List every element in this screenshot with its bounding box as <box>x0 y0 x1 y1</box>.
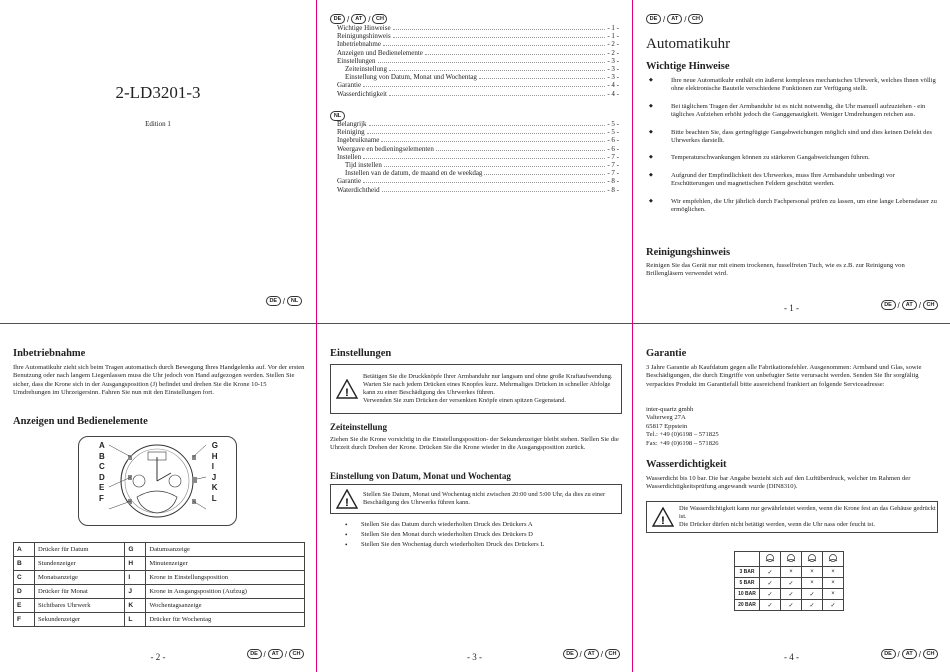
section-heading: Inbetriebnahme <box>13 348 86 359</box>
table-row <box>735 600 844 611</box>
toc-entry-title: Garantie <box>337 177 362 186</box>
flag-icon-de: DE <box>266 296 281 306</box>
check-cell: × <box>823 567 844 578</box>
bar-label: 20 BAR <box>735 600 760 611</box>
bullet-icon: ◆ <box>649 172 653 178</box>
bar-label: 5 BAR <box>735 578 760 589</box>
flag-icon-ch: CH <box>688 14 703 24</box>
language-flags: DE / AT / CH <box>881 649 938 659</box>
table-row <box>14 613 305 627</box>
part-description: Wochentagsanzeige <box>146 599 305 613</box>
toc-entry[interactable] <box>337 136 619 144</box>
page-number: - 1 - <box>784 303 799 313</box>
warning-icon <box>331 489 363 509</box>
list-item-text: Ihre neue Automatikuhr enthält ein äußerst komplexes mechanisches Uhrwerk, welches Ihnen völlig ohne elektronische Bauteile verschiedene Funktionen zur Verfügung stellt. <box>671 77 936 93</box>
list-item <box>649 129 939 146</box>
diagram-label: D <box>99 472 105 482</box>
shower-icon <box>802 552 823 567</box>
toc-entry-title: Garantie <box>337 81 362 90</box>
toc-entry-page: - 8 - <box>607 185 619 194</box>
toc-leader <box>363 158 605 159</box>
list-item-text: Bei täglichem Tragen der Armbanduhr ist es nicht notwendig, die Uhr manuell aufzuziehen - ein tägliches Aufziehen erhöht jedoch die Ganggenauigkeit. Weniger Umdrehungen reichen aus. <box>671 102 926 119</box>
table-row <box>735 578 844 589</box>
check-cell: × <box>823 578 844 589</box>
warning-text: Die Drücker dürfen nicht betätigt werden, wenn die Uhr nass oder feucht ist. <box>679 521 875 528</box>
language-flags: DE / AT / CH <box>330 14 387 24</box>
flag-icon-at: AT <box>351 14 366 24</box>
diagram-label: G <box>211 441 218 450</box>
check-cell: ✓ <box>781 578 802 589</box>
section-heading: Anzeigen und Bedienelemente <box>13 416 148 427</box>
flag-icon-de: DE <box>330 14 345 24</box>
flag-icon-ch: CH <box>289 649 304 659</box>
toc-leader <box>384 166 605 167</box>
address-line: Fax: +49 (0)6198 – 571826 <box>646 439 719 447</box>
page-number: - 3 - <box>467 652 482 662</box>
check-cell: × <box>781 567 802 578</box>
part-description: Stundenzeiger <box>35 557 125 571</box>
toc-leader <box>383 45 605 46</box>
part-letter: L <box>125 613 146 627</box>
flag-icon-at: AT <box>902 300 917 310</box>
toc-entry-page: - 4 - <box>607 89 619 98</box>
toc-entry-title: Tijd instellen <box>345 161 382 170</box>
important-notes-list <box>649 77 939 214</box>
check-cell: ✓ <box>760 567 781 578</box>
toc-entry-title: Ingebruikname <box>337 136 380 145</box>
svg-text:!: ! <box>345 387 349 399</box>
language-flags: DE / AT / CH <box>646 14 703 24</box>
section-heading: Reinigungshinweis <box>646 247 731 258</box>
edition-label: Edition 1 <box>145 120 171 128</box>
diagram-label: E <box>99 483 105 492</box>
diagram-label: C <box>99 462 105 471</box>
toc-entry-page: - 3 - <box>607 73 619 82</box>
flag-icon-at: AT <box>584 649 599 659</box>
check-cell: ✓ <box>760 578 781 589</box>
diagram-label: J <box>211 472 217 482</box>
toc-entry-title: Inbetriebnahme <box>337 40 381 49</box>
toc-entry[interactable] <box>337 128 619 136</box>
warning-text: Verwenden Sie zum Drücken der versenkten Knöpfe einen spitzen Gegenstand. <box>363 397 567 404</box>
part-letter: A <box>14 543 35 557</box>
part-letter: F <box>14 613 35 627</box>
toc-entry-title: Wasserdichtigkeit <box>337 89 387 98</box>
toc-entry[interactable] <box>337 90 619 98</box>
toc-leader <box>425 54 605 55</box>
toc-entry-title: Anzeigen und Bedienelemente <box>337 48 423 57</box>
toc-entry-title: Zeiteinstellung <box>345 65 387 74</box>
diagram-label: K <box>211 483 218 492</box>
flag-icon-de: DE <box>881 300 896 310</box>
toc-entry-title: Einstellungen <box>337 56 376 65</box>
toc-german <box>337 24 619 98</box>
check-cell: ✓ <box>760 589 781 600</box>
toc-entry[interactable] <box>337 65 619 73</box>
toc-entry-title: Belangrijk <box>337 120 367 128</box>
warning-text: Betätigen Sie die Druckknöpfe Ihrer Armbanduhr nur langsam und ohne große Kraftaufwendung. Warten Sie nach jedem Drücken eines Knopfes kurz. Mehrmaliges Drücken in schneller Abfolge kann zu einer Beschädigung des Uhrwerkes führen. <box>363 373 613 396</box>
rain-icon <box>760 552 781 567</box>
swim-icon <box>781 552 802 567</box>
bullet-icon: ◆ <box>649 78 653 83</box>
toc-entry[interactable] <box>337 57 619 65</box>
date-steps-list <box>345 520 615 550</box>
table-row <box>14 585 305 599</box>
flag-icon-de: DE <box>881 649 896 659</box>
toc-entry-page: - 4 - <box>607 81 619 90</box>
part-letter: B <box>14 557 35 571</box>
list-item-text: Bitte beachten Sie, dass geringfügige Gangabweichungen möglich sind und dies keinen Defekt des Uhrwerkes darstellt. <box>671 128 932 145</box>
check-cell: ✓ <box>802 600 823 611</box>
list-item-text: Stellen Sie das Datum durch wiederholten Druck des Drückers A <box>361 521 533 528</box>
part-letter: D <box>14 585 35 599</box>
toc-entry-page: - 6 - <box>607 144 619 153</box>
part-description: Krone in Ausgangsposition (Aufzug) <box>146 585 305 599</box>
flag-icon-ch: CH <box>372 14 387 24</box>
address-line: Tel.: +49 (0)6198 – 571825 <box>646 431 719 439</box>
flag-icon-nl: NL <box>287 296 302 306</box>
toc-entry[interactable] <box>337 186 619 194</box>
section-heading: Garantie <box>646 348 687 359</box>
toc-entry[interactable] <box>337 120 619 128</box>
check-cell: × <box>802 567 823 578</box>
section-heading: Einstellungen <box>330 348 392 359</box>
diagram-label: F <box>99 493 104 503</box>
toc-entry[interactable] <box>337 32 619 40</box>
list-item <box>649 154 939 162</box>
table-row <box>735 589 844 600</box>
list-item-text: Wir empfehlen, die Uhr jährlich durch Fachpersonal prüfen zu lassen, um eine lange Lebensdauer zu ermöglichen. <box>671 197 937 214</box>
flag-icon-de: DE <box>563 649 578 659</box>
toc-leader <box>369 125 606 126</box>
toc-leader <box>378 62 606 63</box>
warning-icon <box>647 507 679 527</box>
toc-entry-page: - 1 - <box>607 32 619 41</box>
bullet-icon: • <box>345 531 348 539</box>
page-2 <box>0 324 316 672</box>
toc-entry-title: Instellen van de datum, de maand en de weekdag <box>345 169 483 178</box>
language-flags: DE / AT / CH <box>247 649 304 659</box>
flag-icon-ch: CH <box>923 649 938 659</box>
page-title: Automatikuhr <box>646 36 731 52</box>
toc-entry-title: Waterdichtheid <box>337 185 380 194</box>
diagram-label: I <box>211 462 214 471</box>
toc-entry[interactable] <box>337 81 619 89</box>
toc-entry-title: Reiniging <box>337 128 365 137</box>
toc-entry-page: - 7 - <box>607 169 619 178</box>
table-row <box>735 567 844 578</box>
bullet-icon: • <box>345 541 348 549</box>
part-description: Monatsanzeige <box>35 571 125 585</box>
warning-text: Die Wasserdichtigkeit kann nur gewährleistet werden, wenn die Krone fest an das Gehäuse gedrückt ist. <box>679 505 936 520</box>
toc-leader <box>363 86 605 87</box>
parts-table <box>13 542 305 627</box>
toc-entry-page: - 6 - <box>607 136 619 145</box>
diagram-label: A <box>99 441 105 450</box>
toc-entry[interactable] <box>337 153 619 161</box>
list-item <box>345 540 615 550</box>
toc-entry-page: - 5 - <box>607 128 619 137</box>
water-resistance-table <box>734 551 844 611</box>
part-letter: J <box>125 585 146 599</box>
list-item <box>345 530 615 540</box>
toc-dutch <box>337 120 619 194</box>
check-cell: × <box>802 578 823 589</box>
check-cell: ✓ <box>823 600 844 611</box>
cleaning-text: Reinigen Sie das Gerät nur mit einem trockenen, fusselfreien Tuch, wie es z.B. zur Reinigung von Brillengläsern verwendet wird. <box>646 262 905 278</box>
table-header-row <box>735 552 844 567</box>
page-number: - 2 - <box>150 652 166 662</box>
toc-entry-page: - 3 - <box>607 56 619 65</box>
part-letter: G <box>125 543 146 557</box>
flag-icon-ch: CH <box>923 300 938 310</box>
toc-entry-page: - 7 - <box>607 152 619 161</box>
warning-box <box>330 484 622 514</box>
list-item-text: Temperaturschwankungen können zu stärkeren Gangabweichungen führen. <box>671 154 870 162</box>
dive-icon <box>823 552 844 567</box>
page-4 <box>633 324 950 672</box>
toc-leader <box>479 78 605 79</box>
page-number: - 4 - <box>784 652 799 662</box>
toc-entry-page: - 7 - <box>607 161 619 170</box>
part-letter: E <box>14 599 35 613</box>
toc-entry[interactable] <box>337 161 619 169</box>
toc-entry[interactable] <box>337 49 619 57</box>
flag-icon-de: DE <box>247 649 262 659</box>
language-flags: DE / NL <box>266 296 302 306</box>
toc-entry-title: Instellen <box>337 152 362 161</box>
model-number: 2-LD3201-3 <box>115 83 201 102</box>
toc-leader <box>436 150 605 151</box>
check-cell: ✓ <box>781 600 802 611</box>
time-text: Ziehen Sie die Krone vorsichtig in die Einstellungsposition- der Sekundenzeiger bleibt stehen. Stellen Sie die Uhrzeit durch Drehen der Krone. Drücken Sie die Krone wieder in die Ausgangsposition zurück. <box>330 436 619 452</box>
toc-page <box>317 0 632 323</box>
list-item <box>649 198 939 215</box>
watch-face-icon <box>79 437 236 525</box>
diagram-label: L <box>211 493 217 503</box>
check-cell: ✓ <box>760 600 781 611</box>
list-item <box>345 520 615 530</box>
section-heading: Einstellung von Datum, Monat und Wochentag <box>330 471 511 481</box>
toc-entry-page: - 3 - <box>607 65 619 74</box>
start-text: Ihre Automatikuhr zieht sich beim Tragen automatisch durch Bewegung Ihres Handgelenks auf. Vor der ersten Benutzung oder nach langem Liegenlassen muss die Uhr jedoch von Hand aufgezogen werden. Stellen Sie sicher, dass die Krone sich in der Ausgangsposition (J) befindet und drehen Sie die Krone 10-15 Umdrehungen im Uhrzeigersinn. Fahren Sie nun mit den Einstellungen fort. <box>13 364 305 397</box>
part-description: Sichtbares Uhrwerk <box>35 599 125 613</box>
table-row <box>14 543 305 557</box>
toc-entry[interactable] <box>337 40 619 48</box>
toc-entry-page: - 1 - <box>607 24 619 32</box>
page-1 <box>633 0 950 323</box>
section-heading: Wasserdichtigkeit <box>646 459 727 470</box>
diagram-label: H <box>211 451 218 461</box>
part-letter: I <box>125 571 146 585</box>
part-letter: K <box>125 599 146 613</box>
water-text: Wasserdicht bis 10 bar. Die bar Angabe bezieht sich auf den Luftüberdruck, welcher im Rahmen der Wasserdichtigkeitsprüfung angewandt wurde (DIN8310). <box>646 475 911 491</box>
language-flags: DE / AT / CH <box>881 300 938 310</box>
toc-leader <box>393 37 606 38</box>
list-item-text: Stellen Sie den Monat durch wiederholten Druck des Drückers D <box>361 531 533 538</box>
bullet-icon: ◆ <box>649 129 653 135</box>
address-line: inter-quartz gmbh <box>646 406 694 413</box>
part-letter: C <box>14 571 35 585</box>
part-description: Drücker für Monat <box>35 585 125 599</box>
section-heading: Wichtige Hinweise <box>646 61 730 72</box>
empty-cell <box>735 552 760 567</box>
part-description: Drücker für Wochentag <box>146 613 305 627</box>
section-heading: Zeiteinstellung <box>330 422 388 432</box>
toc-leader <box>484 174 605 175</box>
toc-leader <box>389 70 605 71</box>
list-item-text: Aufgrund der Empfindlichkeit des Uhrwerkes, muss Ihre Armbanduhr unbedingt vor Erschütterungen und magnetischen Feldern geschützt werden. <box>671 171 895 188</box>
part-description: Drücker für Datum <box>35 543 125 557</box>
part-letter: H <box>125 557 146 571</box>
toc-leader <box>363 182 605 183</box>
part-description: Datumsanzeige <box>146 543 305 557</box>
toc-leader <box>381 141 605 142</box>
toc-leader <box>389 95 605 96</box>
address-line: 65817 Eppstein <box>646 422 688 430</box>
toc-entry-page: - 2 - <box>607 48 619 57</box>
svg-text:!: ! <box>345 497 349 509</box>
flag-icon-de: DE <box>646 14 661 24</box>
toc-entry[interactable] <box>337 177 619 185</box>
bar-label: 10 BAR <box>735 589 760 600</box>
toc-entry-title: Einstellung von Datum, Monat und Wochentag <box>345 73 477 82</box>
part-description: Krone in Einstellungsposition <box>146 571 305 585</box>
bullet-icon: ◆ <box>649 155 653 161</box>
service-address <box>646 406 846 448</box>
check-cell: ✓ <box>781 589 802 600</box>
list-item <box>649 172 939 189</box>
toc-entry-title: Weergave en bedieningselementen <box>337 144 434 153</box>
flag-icon-at: AT <box>902 649 917 659</box>
flag-icon-at: AT <box>268 649 283 659</box>
warranty-text: 3 Jahre Garantie ab Kaufdatum gegen alle Fabrikationsfehler. Ausgenommen: Armband und Glas, sowie Beschädigungen, die durch Eingriffe von unbefugter Seite verursacht werden. Senden Sie Ihr sorgfältig verpacktes Produkt im Garantiefall bitte ausreichend frankiert an folgende Serviceadresse: <box>646 364 922 388</box>
table-row <box>14 599 305 613</box>
toc-entry[interactable] <box>337 169 619 177</box>
toc-leader <box>382 191 606 192</box>
cover-page <box>0 0 316 323</box>
toc-entry-page: - 2 - <box>607 40 619 49</box>
warning-box <box>330 364 622 414</box>
bullet-icon: ◆ <box>649 198 653 204</box>
part-description: Sekundenzeiger <box>35 613 125 627</box>
table-row <box>14 571 305 585</box>
check-cell: ✓ <box>802 589 823 600</box>
list-item <box>649 103 939 120</box>
toc-entry-title: Wichtige Hinweise <box>337 24 391 32</box>
bar-label: 3 BAR <box>735 567 760 578</box>
svg-text:!: ! <box>661 515 665 527</box>
page-3 <box>317 324 632 672</box>
toc-entry[interactable] <box>337 73 619 81</box>
toc-leader <box>393 29 606 30</box>
toc-entry-page: - 5 - <box>607 120 619 128</box>
warning-text: Stellen Sie Datum, Monat und Wochentag nicht zwischen 20:00 und 5:00 Uhr, da dies zu einer Beschädigung des Uhrwerks führen kann. <box>363 491 606 506</box>
toc-entry-page: - 8 - <box>607 177 619 186</box>
flag-icon-at: AT <box>667 14 682 24</box>
watch-diagram <box>78 436 237 526</box>
diagram-label: B <box>99 451 105 461</box>
flag-icon-ch: CH <box>605 649 620 659</box>
toc-entry-title: Reinigungshinweis <box>337 32 391 41</box>
bullet-icon: • <box>345 521 348 529</box>
toc-entry[interactable] <box>337 24 619 32</box>
list-item-text: Stellen Sie den Wochentag durch wiederholten Druck des Drückers L <box>361 541 545 548</box>
warning-icon <box>331 379 363 399</box>
toc-entry[interactable] <box>337 145 619 153</box>
table-row <box>14 557 305 571</box>
bullet-icon: ◆ <box>649 103 653 109</box>
list-item <box>649 77 939 94</box>
flag-icon-nl: NL <box>330 111 345 121</box>
language-flags: DE / AT / CH <box>563 649 620 659</box>
toc-leader <box>367 133 606 134</box>
part-description: Minutenzeiger <box>146 557 305 571</box>
warning-box <box>646 501 938 533</box>
check-cell: × <box>823 589 844 600</box>
address-line: Valterweg 27A <box>646 414 686 422</box>
